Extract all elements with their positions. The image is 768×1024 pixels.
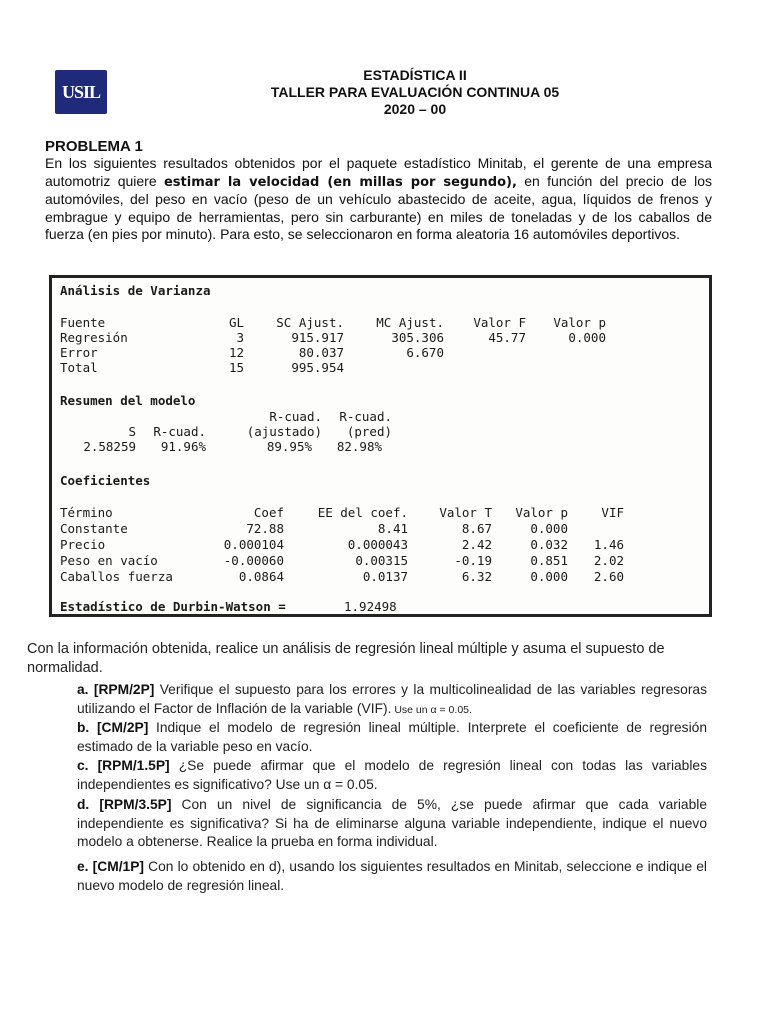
coef-cell: -0.19 [454,553,492,568]
question-d-text: Con un nivel de significancia de 5%, ¿se puede afirmar que cada variable independiente es significativa? Si ha de eliminarse alguna variable independiente, indique el nuevo modelo a obtenerse. Realice la prueba en forma individual. [77,797,707,849]
anova-row-source: Regresión [60,330,128,345]
anova-cell: 15 [228,360,244,375]
coef-cell: 0.000104 [223,537,284,552]
question-a-note: Use un α = 0.05. [391,703,472,716]
coef-cell: 0.000 [530,521,568,536]
anova-header-p: Valor p [553,315,606,330]
anova-header-mc: MC Ajust. [376,315,444,330]
coef-cell: 0.00315 [355,553,408,568]
coef-cell: 8.67 [461,521,492,536]
minitab-output [49,275,712,617]
anova-header-fuente: Fuente [60,315,106,330]
durbin-watson-label: Estadístico de Durbin-Watson = [60,599,286,614]
summary-header: (pred) [346,424,392,439]
document-header [180,67,650,118]
summary-header: R-cuad. [339,409,392,424]
anova-cell: 305.306 [391,330,444,345]
coef-header: Término [60,505,113,520]
durbin-watson-value: 1.92498 [344,599,397,614]
coef-term: Precio [60,537,106,552]
anova-header-f: Valor F [473,315,526,330]
question-e [77,858,707,895]
anova-title: Análisis de Varianza [60,283,211,298]
coef-header: EE del coef. [317,505,408,520]
question-a-text: Verifique el supuesto para los errores y la multicolinealidad de las variables regresoras utilizando el Factor de Inflación de la variable (VIF). [77,682,707,716]
model-summary-title: Resumen del modelo [60,393,196,408]
intro-bold: estimar la velocidad (en millas por segundo), [163,174,517,190]
logo-text: USIL [61,81,101,102]
summary-value: 2.58259 [83,439,136,454]
summary-value: 89.95% [266,439,312,454]
intro-part-b: en función del precio de los automóviles, del peso en vacío (peso de un vehículo abastecido de aceite, agua, líquidos de frenos y embrague y equipo de herramientas, pero sin carburante) en miles de toneladas y de los caballos de fuerza (en pies por minuto). Para esto, se seleccionaron en forma aleatoria 16 automóviles deportivos. [45,172,712,242]
coef-cell: 2.02 [593,553,624,568]
coef-term: Caballos fuerza [60,569,173,584]
coef-term: Peso en vacío [60,553,158,568]
question-a-tag: a. [RPM/2P] [77,682,155,697]
anova-cell: 995.954 [291,360,344,375]
course-title: ESTADÍSTICA II [363,67,467,83]
coef-cell: 2.42 [461,537,492,552]
summary-value: 91.96% [160,439,206,454]
workshop-title: TALLER PARA EVALUACIÓN CONTINUA 05 [270,84,560,100]
anova-cell: 45.77 [488,330,526,345]
questions-intro: Con la información obtenida, realice un análisis de regresión lineal múltiple y asuma el supuesto de normalidad. [27,641,665,676]
intro-part-a: En los siguientes resultados obtenidos por el paquete estadístico Minitab, el gerente de una empresa automotriz quiere [45,155,712,189]
summary-header: S [128,424,136,439]
question-d-tag: d. [RPM/3.5P] [77,797,172,812]
coef-header: Valor p [515,505,568,520]
coef-cell: 0.851 [530,553,568,568]
coef-cell: 0.0137 [362,569,408,584]
summary-header: R-cuad. [269,409,322,424]
problem-intro [45,155,712,244]
anova-header-sc: SC Ajust. [276,315,344,330]
coefficients-title: Coeficientes [60,473,151,488]
question-a [77,681,707,719]
summary-header: (ajustado) [246,424,322,439]
anova-row-source: Total [60,360,98,375]
anova-cell: 12 [228,345,244,360]
coef-cell: 1.46 [593,537,624,552]
question-d [77,796,707,852]
question-c-tag: c. [RPM/1.5P] [77,758,170,773]
university-logo [55,70,107,114]
question-c [77,757,707,794]
question-e-text: Con lo obtenido en d), usando los siguientes resultados en Minitab, seleccione e indique el nuevo modelo de regresión lineal. [77,859,707,893]
anova-header-gl: GL [228,315,244,330]
question-c-text: ¿Se puede afirmar que el modelo de regresión lineal con todas las variables independientes es significativo? Use un α = 0.05. [77,758,707,792]
coef-header: VIF [601,505,624,520]
coef-cell: 8.41 [377,521,408,536]
question-e-tag: e. [CM/1P] [77,859,145,874]
question-b-text: Indique el modelo de regresión lineal múltiple. Interprete el coeficiente de regresión estimado de la variable peso en vacío. [77,720,707,754]
anova-cell: 80.037 [298,345,344,360]
coef-header: Valor T [439,505,492,520]
coef-cell: 2.60 [593,569,624,584]
coef-term: Constante [60,521,128,536]
anova-cell: 3 [236,330,244,345]
summary-header: R-cuad. [153,424,206,439]
coef-cell: 0.0864 [238,569,284,584]
term: 2020 – 00 [383,101,447,117]
anova-cell: 915.917 [291,330,344,345]
coef-cell: 72.88 [246,521,284,536]
anova-cell: 0.000 [568,330,606,345]
coef-cell: 0.032 [530,537,568,552]
coef-header: Coef [253,505,284,520]
coef-cell: 0.000 [530,569,568,584]
coef-cell: -0.00060 [223,553,284,568]
anova-cell: 6.670 [406,345,444,360]
coef-cell: 6.32 [461,569,492,584]
question-b [77,719,707,756]
summary-value: 82.98% [336,439,382,454]
question-b-tag: b. [CM/2P] [77,720,149,735]
problem-title: PROBLEMA 1 [45,138,143,155]
anova-row-source: Error [60,345,98,360]
coef-cell: 0.000043 [347,537,408,552]
